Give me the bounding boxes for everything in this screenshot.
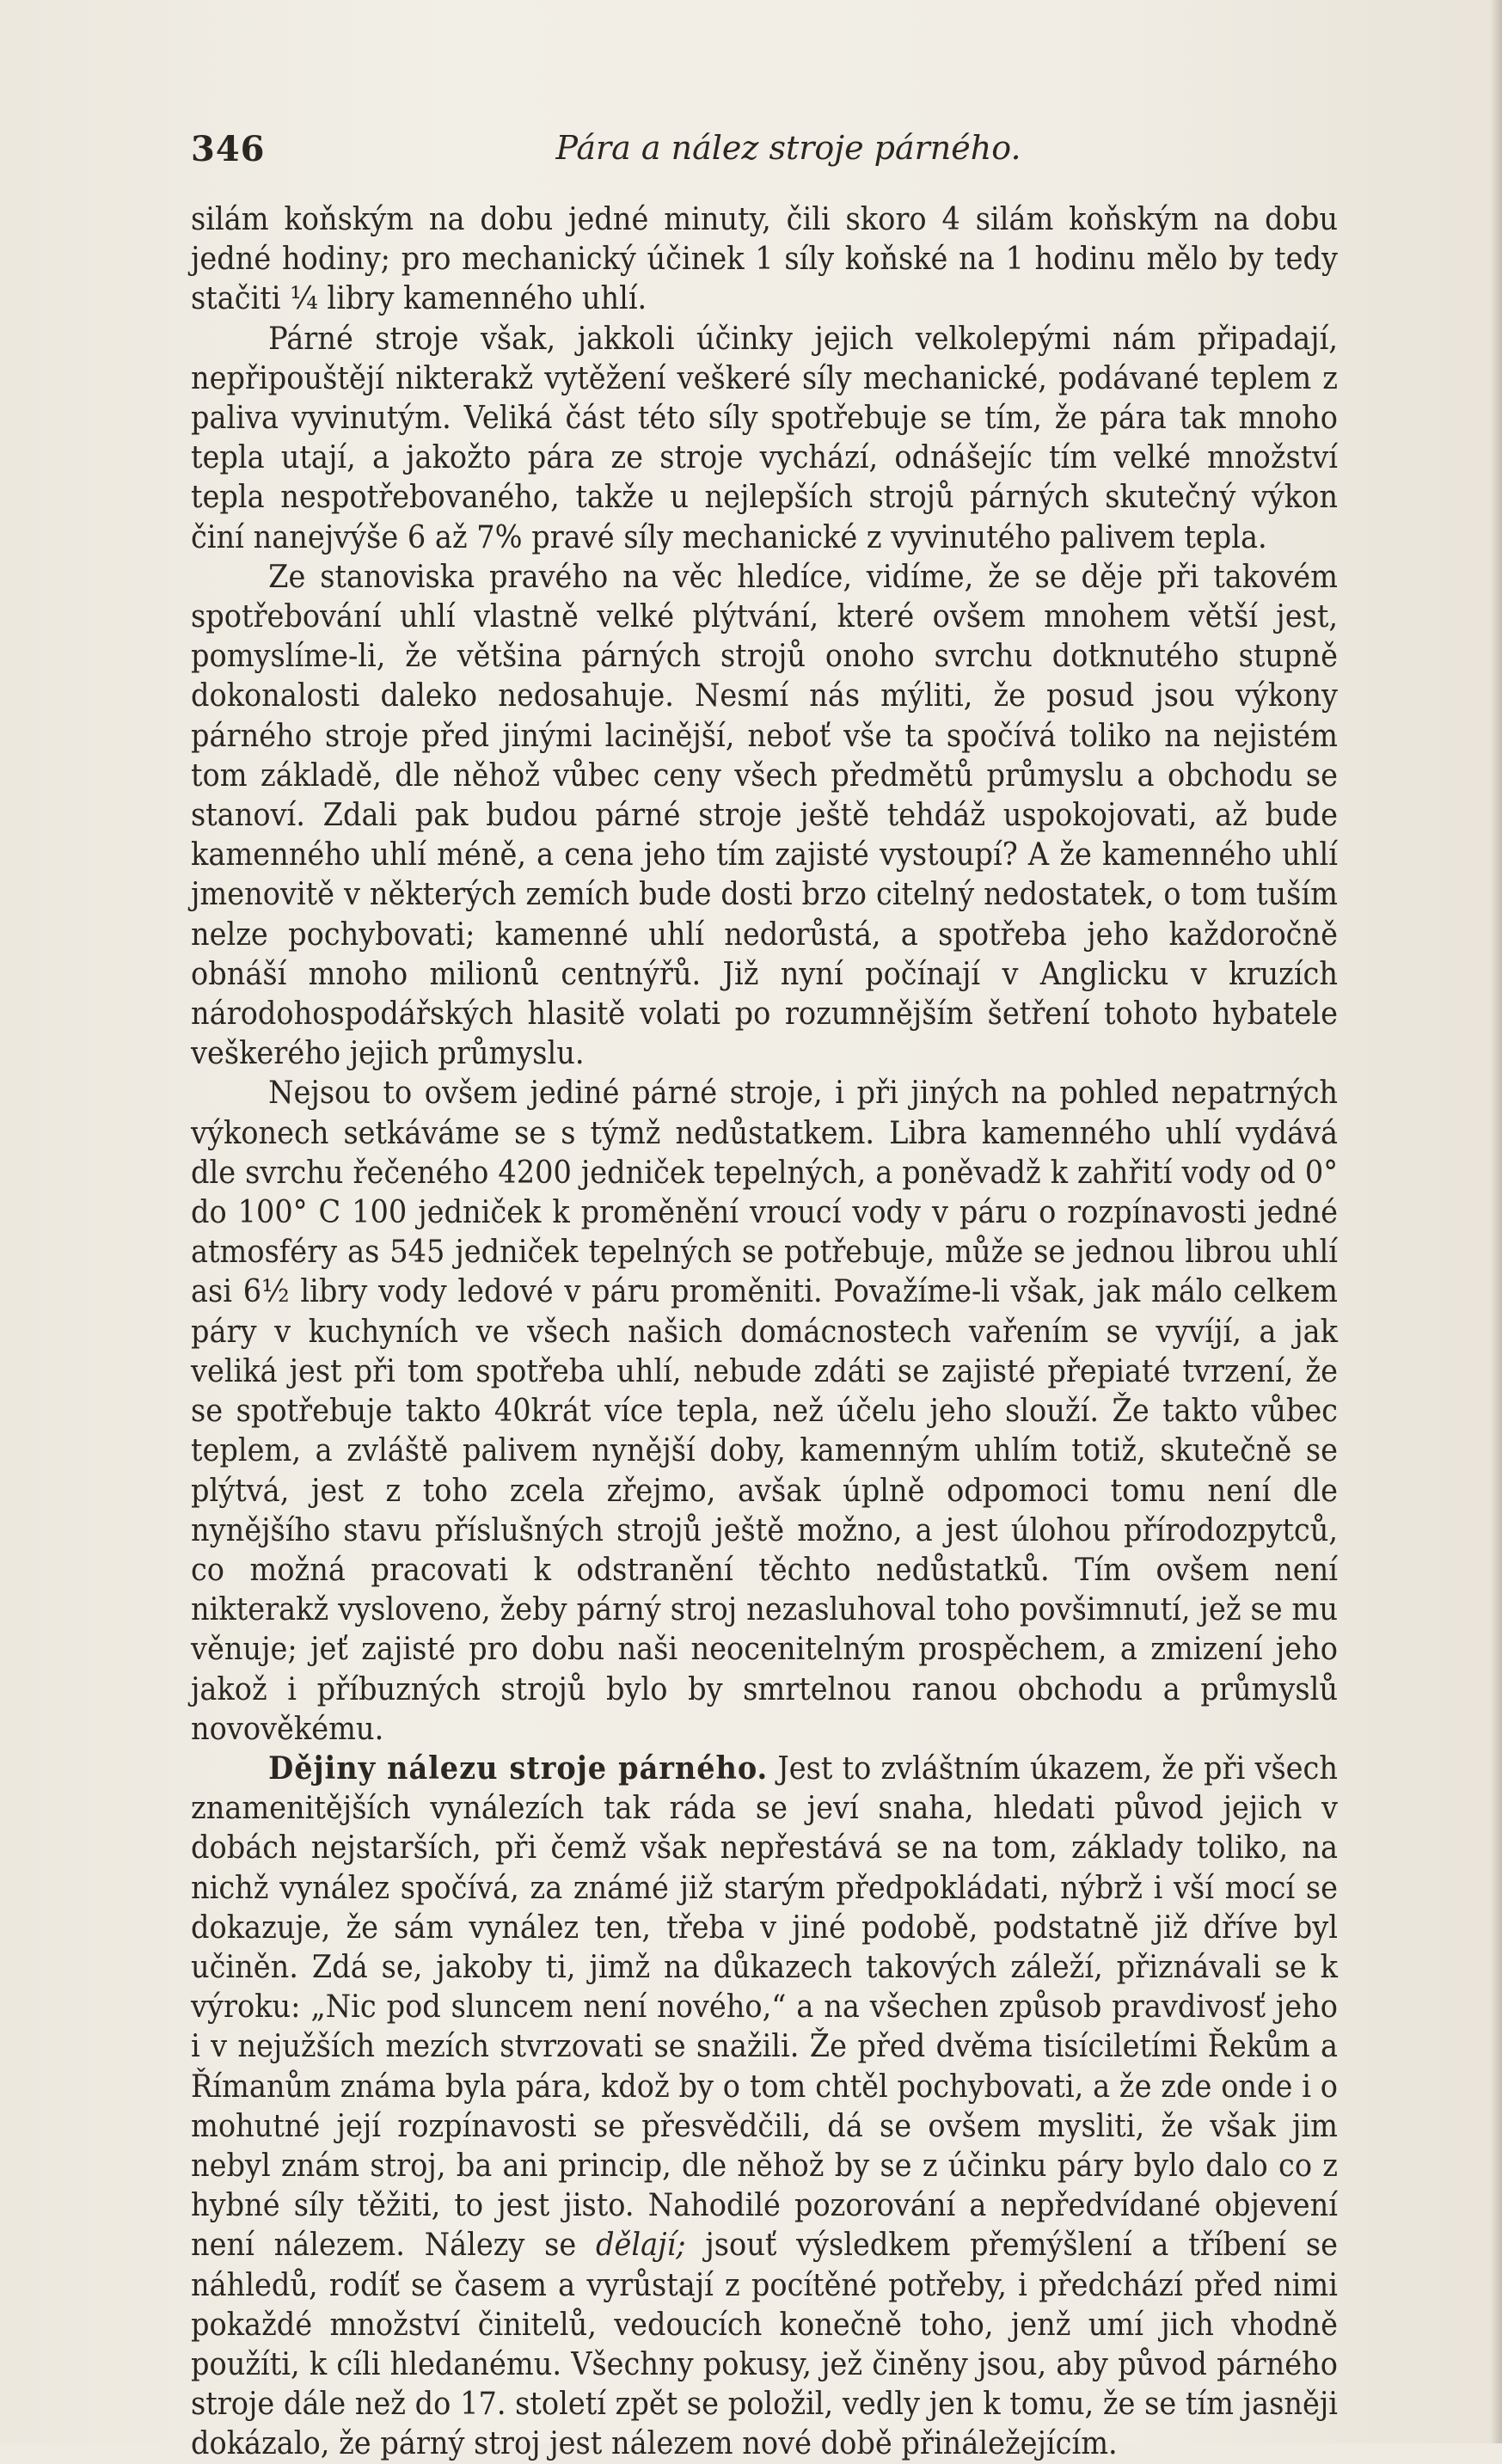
section-heading: Dějiny nálezu stroje párného. xyxy=(268,1749,769,1787)
body-text xyxy=(191,199,1338,2464)
paragraph-1: silám koňským na dobu jedné minuty, čili skoro 4 silám koňským na dobu jedné hodiny; pro mechanický účinek 1 síly koňské na 1 hodinu mělo by tedy stačiti ¼ libry kamenného uhlí. xyxy=(191,200,1338,317)
running-head: Pára a nález stroje párného. xyxy=(555,129,1021,167)
emphasis-text: dělají; xyxy=(595,2226,686,2264)
paragraph-5-text-b: jsouť výsledkem přemýšlení a tříbení se náhledů, rodíť se časem a vyrůstají z pocítěné potřeby, i předchází před nimi pokaždé množství činitelů, vedoucích konečně toho, jenž umí jich vhodně použíti, k cíli hledanému. Všechny pokusy, jež činěny jsou, aby původ párného stroje dále než do 17. století zpět se položil, vedly jen k tomu, že se tím jasněji dokázalo, že párný stroj jest nálezem nové době přináležejícím. xyxy=(191,2226,1338,2462)
page-edge-shadow xyxy=(1490,0,1502,2443)
page-header xyxy=(191,129,1334,181)
paragraph-5 xyxy=(191,1749,1338,2464)
paragraph-3: Ze stanoviska pravého na věc hledíce, vidíme, že se děje při takovém spotřebování uhlí vlastně velké plýtvání, které ovšem mnohem větší jest, pomyslíme-li, že většina párných strojů onoho svrchu dotknutého stupně dokonalosti daleko nedosahuje. Nesmí nás mýliti, že posud jsou výkony párného stroje před jinými lacinější, neboť vše ta spočívá toliko na nejistém tom základě, dle něhož vůbec ceny všech předmětů průmyslu a obchodu se stanoví. Zdali pak budou párné stroje ještě tehdáž uspokojovati, až bude kamenného uhlí méně, a cena jeho tím zajisté vystoupí? A že kamenného uhlí jmenovitě v některých zemích bude dosti brzo citelný nedostatek, o tom tuším nelze pochybovati; kamenné uhlí nedorůstá, a spotřeba jeho každoročně obnáší mnoho milionů centnýřů. Již nyní počínají v Anglicku v kruzích národohospodářských hlasitě volati po rozumnějším šetření tohoto hybatele veškerého jejich průmyslu. xyxy=(191,557,1338,1072)
paragraph-2: Párné stroje však, jakkoli účinky jejich velkolepými nám připadají, nepřipouštějí nikterakž vytěžení veškeré síly mechanické, podávané teplem z paliva vyvinutým. Veliká část této síly spotřebuje se tím, že pára tak mnoho tepla utají, a jakožto pára ze stroje vychází, odnášejíc tím velké množství tepla nespotřebovaného, takže u nejlepších strojů párných skutečný výkon činí nanejvýše 6 až 7% pravé síly mechanické z vyvinutého palivem tepla. xyxy=(191,319,1338,555)
page-number: 346 xyxy=(191,129,266,169)
paragraph-4: Nejsou to ovšem jediné párné stroje, i při jiných na pohled nepatrných výkonech setkáváme se s týmž nedůstatkem. Libra kamenného uhlí vydává dle svrchu řečeného 4200 jedniček tepelných, a poněvadž k zahřití vody od 0° do 100° C 100 jedniček k proměnění vroucí vody v páru o rozpínavosti jedné atmosféry as 545 jedniček tepelných se potřebuje, může se jednou librou uhlí asi 6½ libry vody ledové v páru proměniti. Považíme-li však, jak málo celkem páry v kuchyních ve všech našich domácnostech vařením se vyvíjí, a jak veliká jest při tom spotřeba uhlí, nebude zdáti se zajisté přepiaté tvrzení, že se spotřebuje takto 40krát více tepla, než účelu jeho slouží. Že takto vůbec teplem, a zvláště palivem nynější doby, kamenným uhlím totiž, skutečně se plýtvá, jest z toho zcela zřejmo, avšak úplně odpomoci tomu není dle nynějšího stavu příslušných strojů ještě možno, a jest úlohou přírodozpytců, co možná pracovati k odstranění těchto nedůstatků. Tím ovšem není nikterakž vysloveno, žeby párný stroj nezasluhoval toho povšimnutí, jež se mu věnuje; jeť zajisté pro dobu naši neocenitelným prospěchem, a zmizení jeho jakož i příbuzných strojů bylo by smrtelnou ranou obchodu a průmyslů novověkému. xyxy=(191,1074,1338,1747)
paragraph-5-text-a: Jest to zvláštním úkazem, že při všech znamenitějších vynálezích tak ráda se jeví snaha, hledati původ jejich v dobách nejstarších, při čemž však nepřestává se na tom, základy toliko, na nichž vynález spočívá, za známé již starým předpokládati, nýbrž i vší mocí se dokazuje, že sám vynález ten, třeba v jiné podobě, podstatně již dříve byl učiněn. Zdá se, jakoby ti, jimž na důkazech takových záleží, přiznávali se k výroku: „Nic pod sluncem není nového,“ a na všechen způsob pravdivosť jeho i v nejužších mezích stvrzovati se snažili. Že před dvěma tisíciletími Řekům a Římanům známa byla pára, kdož by o tom chtěl pochybovati, a že zde onde i o mohutné její rozpínavosti se přesvědčili, dá se ovšem mysliti, že však jim nebyl znám stroj, ba ani princip, dle něhož by se z účinku páry bylo dalo co z hybné síly těžiti, to jest jisto. Nahodilé pozorování a nepředvídané objevení není nálezem. Nálezy se xyxy=(191,1749,1338,2264)
